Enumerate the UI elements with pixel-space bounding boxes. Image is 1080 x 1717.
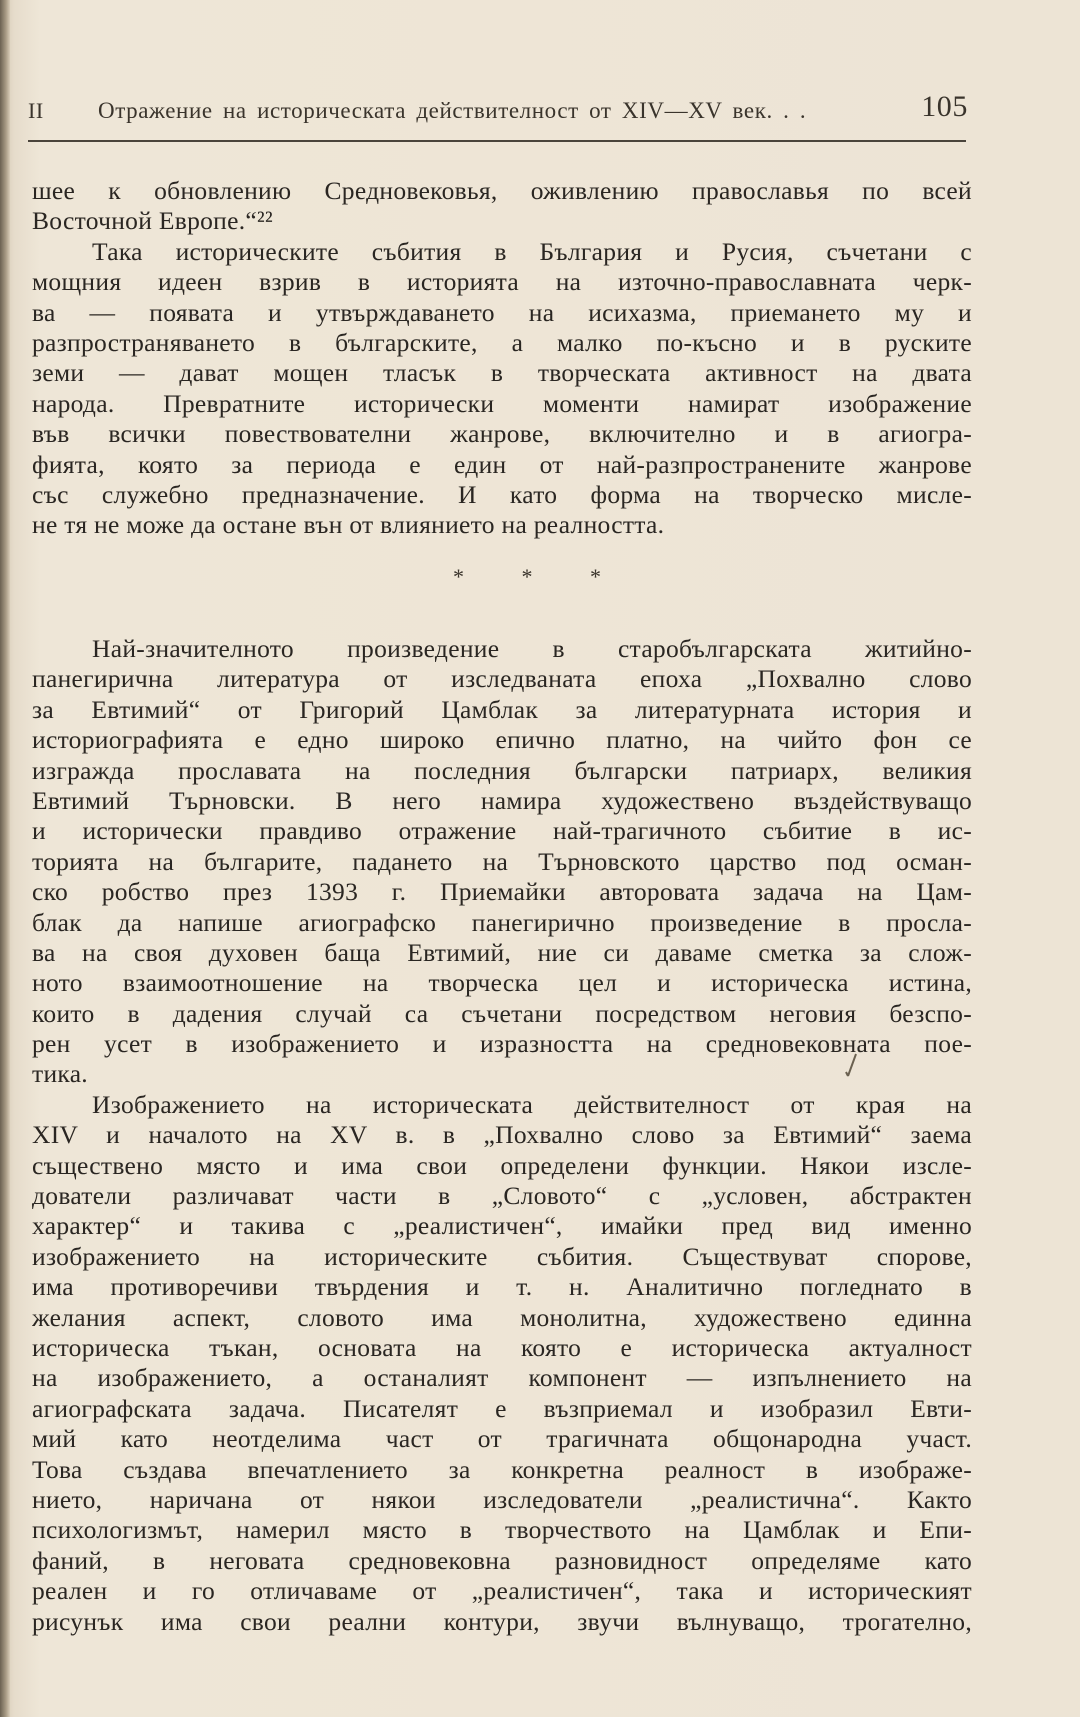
text-line: торията на българите, падането на Търновското царство под осман- [32, 846, 972, 876]
text-line: мий като неотделима част от трагичната общонародна участ. [32, 1424, 972, 1454]
text-block-1 [32, 176, 972, 541]
text-line: фията, която за периода е един от най-разпространените жанрове [32, 449, 972, 479]
text-line: Изображението на историческата действителност от края на [92, 1089, 972, 1119]
text-line: на изображението, а останалият компонент — изпълнението на [32, 1363, 972, 1393]
text-line: дователи различават части в „Словото“ с „условен, абстрактен [32, 1181, 972, 1211]
text-line: историческа тъкан, основата на която е историческа актуалност [32, 1332, 972, 1362]
text-line: изображението на историческите събития. Съществуват спорове, [32, 1241, 972, 1271]
text-line: историографията е едно широко епично платно, на чийто фон се [32, 725, 972, 755]
text-line: ва на своя духовен баща Евтимий, ние си даваме сметка за слож- [32, 937, 972, 967]
text-line: Восточной Европе.“²² [32, 206, 273, 236]
text-line: панегирична литература от изследваната епоха „Похвално слово [32, 664, 972, 694]
header-rule [28, 140, 966, 142]
text-line: Евтимий Търновски. В него намира художествено въздействуващо [32, 785, 972, 815]
chapter-number: II [28, 98, 44, 123]
pencil-tick-mark [836, 1050, 866, 1080]
text-line: шее к обновлению Средновековья, оживлению православья по всей [32, 176, 972, 205]
text-line: народа. Превратните исторически моменти намират изображение [32, 388, 972, 418]
text-line: мощния идеен взрив в историята на източно-православната черк- [32, 267, 972, 297]
text-line: във всички повествователни жанрове, включително и в агиогра- [32, 419, 972, 449]
text-line: има противоречиви твърдения и т. н. Аналитично погледнато в [32, 1272, 972, 1302]
text-line: тика. [32, 1059, 88, 1089]
text-line: и исторически правдиво отражение най-трагичното събитие в ис- [32, 816, 972, 846]
running-title: Отражение на историческата действителност от XIV—XV век. . . [98, 98, 807, 123]
text-line: Най-значителното произведение в старобългарската житийно- [92, 634, 972, 663]
text-line: блак да напише агиографско панегирично произведение в просла- [32, 907, 972, 937]
text-line: земи — дават мощен тласък в творческата активност на двата [32, 358, 972, 388]
text-line: за Евтимий“ от Григорий Цамблак за литературната история и [32, 694, 972, 724]
running-header [28, 90, 968, 130]
text-line: желания аспект, словото има монолитна, художествено единна [32, 1302, 972, 1332]
text-line: не тя не може да остане вън от влиянието на реалността. [32, 510, 665, 540]
text-line: Така историческите събития в България и Русия, съчетани с [92, 236, 972, 266]
text-line: нието, наричана от някои изследователи „реалистична“. Както [32, 1484, 972, 1514]
text-line: реален и го отличаваме от „реалистичен“, така и историческият [32, 1576, 972, 1606]
text-line: характер“ и такива с „реалистичен“, имайки пред вид именно [32, 1211, 972, 1241]
text-line: разпространяването в българските, а малко по-късно и в руските [32, 327, 972, 357]
page-number: 105 [921, 90, 968, 123]
section-separator: * * * [453, 564, 627, 589]
text-line: Това създава впечатлението за конкретна реалност в изображе- [32, 1454, 972, 1484]
text-line: изгражда прославата на последния български патриарх, великия [32, 755, 972, 785]
text-line: агиографската задача. Писателят е възприемал и изобразил Евти- [32, 1393, 972, 1423]
text-line: рен усет в изображението и изразността на средновековната пое- [32, 1029, 972, 1059]
text-line: съществено място и има свои определени функции. Някои изсле- [32, 1150, 972, 1180]
text-line: със служебно предназначение. И като форма на творческо мисле- [32, 479, 972, 509]
text-block-2 [32, 634, 972, 1637]
text-line: рисунък има свои реални контури, звучи вълнуващо, трогателно, [32, 1606, 972, 1636]
text-line: психологизмът, намерил място в творчеството на Цамблак и Епи- [32, 1515, 972, 1545]
text-line: ното взаимоотношение на творческа цел и историческа истина, [32, 968, 972, 998]
text-line: ва — появата и утвърждаването на исихазма, приемането му и [32, 297, 972, 327]
text-line: ско робство през 1393 г. Приемайки авторовата задача на Цам- [32, 877, 972, 907]
book-spine-shadow [0, 0, 10, 1717]
text-line: XIV и началото на XV в. в „Похвално слово за Евтимий“ заема [32, 1120, 972, 1150]
text-line: фаний, в неговата средновековна разновидност определяме като [32, 1545, 972, 1575]
text-line: които в дадения случай са съчетани посредством неговия безспо- [32, 998, 972, 1028]
